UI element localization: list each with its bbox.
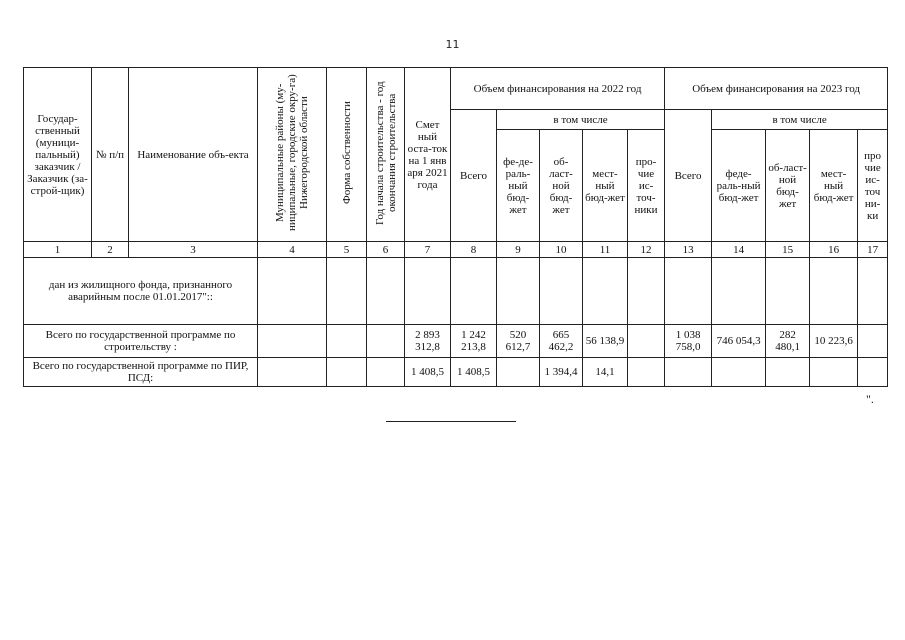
header-2023-regional: об-ласт-ной бюд-жет bbox=[766, 130, 810, 242]
header-2022-regional: об-ласт-ной бюд-жет bbox=[540, 130, 583, 242]
table-cell: 1 038 758,0 bbox=[665, 325, 712, 358]
table-cell bbox=[451, 258, 497, 325]
table-cell: 10 223,6 bbox=[810, 325, 858, 358]
table-cell bbox=[766, 258, 810, 325]
table-cell bbox=[665, 258, 712, 325]
table-cell bbox=[628, 258, 665, 325]
table-cell bbox=[810, 358, 858, 387]
column-number: 7 bbox=[405, 242, 451, 258]
header-2023-total: Всего bbox=[665, 110, 712, 242]
table-cell bbox=[367, 325, 405, 358]
table-cell: 746 054,3 bbox=[712, 325, 766, 358]
table-cell: 1 408,5 bbox=[451, 358, 497, 387]
header-number: № п/п bbox=[92, 68, 129, 242]
table-row bbox=[24, 258, 888, 325]
table-cell bbox=[258, 358, 327, 387]
table-cell bbox=[810, 258, 858, 325]
column-number: 12 bbox=[628, 242, 665, 258]
column-number: 2 bbox=[92, 242, 129, 258]
header-2022-including: в том числе bbox=[497, 110, 665, 130]
table-cell bbox=[258, 258, 327, 325]
header-financing-2023: Объем финансирования на 2023 год bbox=[665, 68, 888, 110]
table-cell bbox=[583, 258, 628, 325]
column-number: 14 bbox=[712, 242, 766, 258]
column-number: 13 bbox=[665, 242, 712, 258]
table-row bbox=[24, 325, 888, 358]
column-number: 9 bbox=[497, 242, 540, 258]
header-object-name: Наименование объ-екта bbox=[129, 68, 258, 242]
table-cell bbox=[327, 258, 367, 325]
column-number: 17 bbox=[858, 242, 888, 258]
table-cell bbox=[367, 258, 405, 325]
table-cell: 282 480,1 bbox=[766, 325, 810, 358]
header-ownership bbox=[327, 68, 367, 242]
row-object-name: Всего по государственной программе по строительству : bbox=[24, 325, 258, 358]
header-districts-text: Муниципальные районы (му-ниципальные, городские окру-га) Нижегородской области bbox=[274, 74, 310, 232]
header-2023-federal: феде-раль-ный бюд-жет bbox=[712, 130, 766, 242]
table-cell bbox=[367, 358, 405, 387]
header-2023-including: в том числе bbox=[712, 110, 888, 130]
header-2022-total: Всего bbox=[451, 110, 497, 242]
header-2023-local: мест-ный бюд-жет bbox=[810, 130, 858, 242]
column-number: 10 bbox=[540, 242, 583, 258]
header-estimate: Смет ный оста-ток на 1 янв аря 2021 года bbox=[405, 68, 451, 242]
table-cell bbox=[540, 258, 583, 325]
column-number: 6 bbox=[367, 242, 405, 258]
table-cell bbox=[712, 258, 766, 325]
table-cell bbox=[405, 258, 451, 325]
header-financing-2022: Объем финансирования на 2022 год bbox=[451, 68, 665, 110]
table-cell bbox=[628, 325, 665, 358]
column-number: 3 bbox=[129, 242, 258, 258]
financing-table bbox=[23, 67, 888, 387]
table-cell: 1 408,5 bbox=[405, 358, 451, 387]
column-number: 5 bbox=[327, 242, 367, 258]
table-cell bbox=[766, 358, 810, 387]
table-cell bbox=[497, 358, 540, 387]
table-cell bbox=[258, 325, 327, 358]
table-cell bbox=[858, 358, 888, 387]
closing-quote-mark: ". bbox=[866, 392, 874, 406]
table-cell bbox=[665, 358, 712, 387]
header-ownership-text: Форма собственности bbox=[340, 101, 353, 205]
page-number: 11 bbox=[445, 38, 460, 51]
table-cell: 1 394,4 bbox=[540, 358, 583, 387]
column-number: 11 bbox=[583, 242, 628, 258]
row-object-name: Всего по государственной программе по ПИР, ПСД: bbox=[24, 358, 258, 387]
header-2022-local: мест-ный бюд-жет bbox=[583, 130, 628, 242]
column-number: 1 bbox=[24, 242, 92, 258]
column-number: 8 bbox=[451, 242, 497, 258]
header-customer: Государ-ственный (муници-пальный) заказчик / Заказчик (за-строй-щик) bbox=[24, 68, 92, 242]
header-years-text: Год начала строительства - год окончания строительства bbox=[373, 81, 398, 225]
table-cell: 2 893 312,8 bbox=[405, 325, 451, 358]
header-2022-other: про-чие ис-точ-ники bbox=[628, 130, 665, 242]
table-cell: 665 462,2 bbox=[540, 325, 583, 358]
table-cell bbox=[327, 325, 367, 358]
header-2023-other: про чие ис-точ ни-ки bbox=[858, 130, 888, 242]
column-number: 15 bbox=[766, 242, 810, 258]
table-row bbox=[24, 358, 888, 387]
table-cell: 520 612,7 bbox=[497, 325, 540, 358]
column-number: 4 bbox=[258, 242, 327, 258]
table-cell bbox=[327, 358, 367, 387]
column-number-row bbox=[24, 242, 888, 258]
header-districts bbox=[258, 68, 327, 242]
header-years bbox=[367, 68, 405, 242]
table-cell: 14,1 bbox=[583, 358, 628, 387]
separator-line bbox=[386, 421, 516, 422]
column-number: 16 bbox=[810, 242, 858, 258]
table-cell bbox=[497, 258, 540, 325]
table-cell bbox=[858, 325, 888, 358]
table-cell bbox=[858, 258, 888, 325]
table-cell: 1 242 213,8 bbox=[451, 325, 497, 358]
table-cell bbox=[712, 358, 766, 387]
table-cell: 56 138,9 bbox=[583, 325, 628, 358]
row-object-name: дан из жилищного фонда, признанного аварийным после 01.01.2017":: bbox=[24, 258, 258, 325]
table-cell bbox=[628, 358, 665, 387]
header-2022-federal: фе-де-раль-ный бюд-жет bbox=[497, 130, 540, 242]
